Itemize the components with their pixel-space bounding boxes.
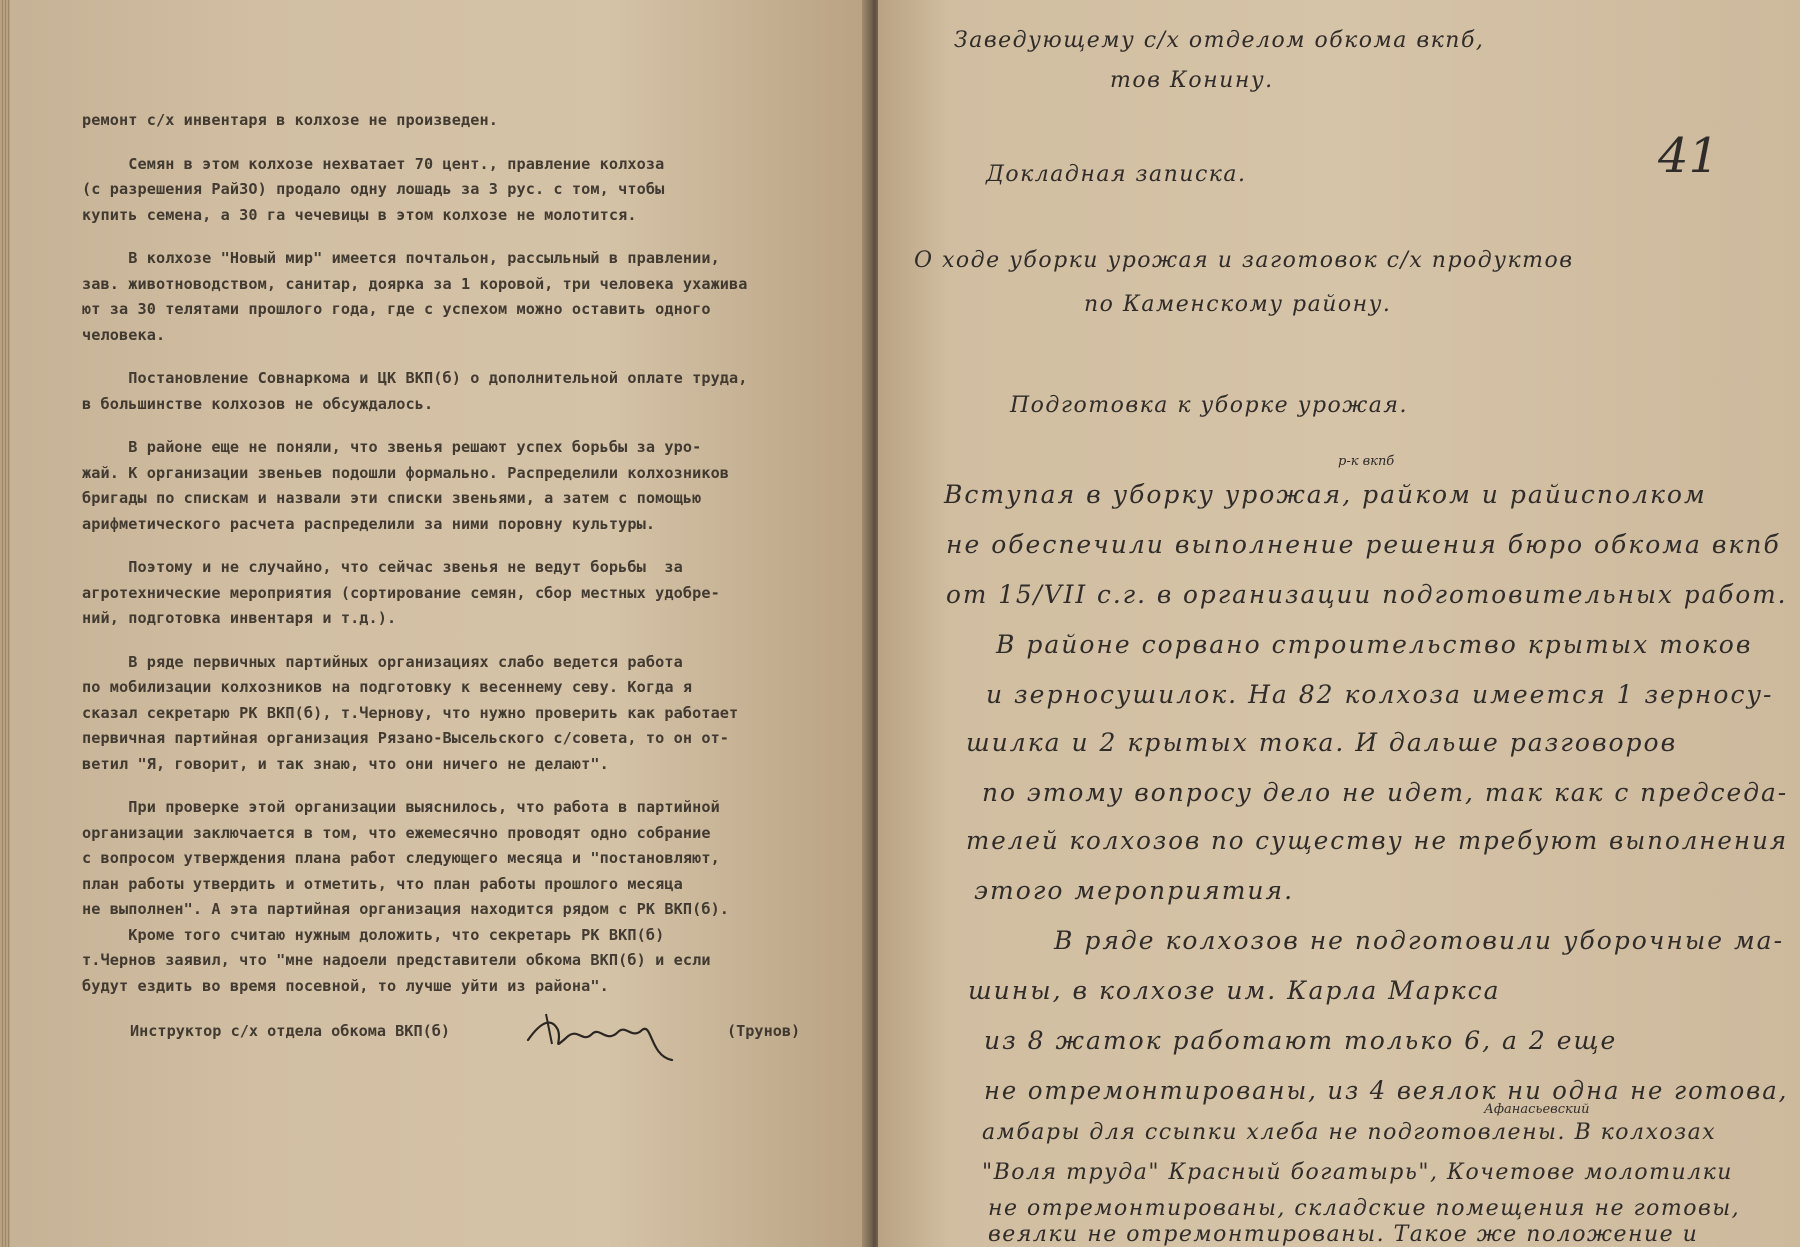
- body-line: по этому вопросу дело не идет, так как с председа-: [982, 778, 1789, 807]
- body-line: не отремонтированы, из 4 веялок ни одна не готова,: [984, 1076, 1789, 1105]
- body-line: из 8 жаток работают только 6, а 2 еще: [984, 1026, 1618, 1055]
- document-title: Докладная записка.: [986, 162, 1247, 187]
- typed-paragraph: При проверке этой организации выяснилось, что работа в партийной организации заключается в том, что ежемесячно проводят одно собрание с вопросом утверждения плана работ следующего месяца и "постановляют, план работы утвердить и отметить, что план работы прошлого месяца не выполнен". А эта партийная организация находится рядом с РК ВКП(б). Кроме того считаю нужным доложить, что секретарь РК ВКП(б) т.Чернов заявил, что "мне надоели представители обкома ВКП(б) и если будут ездить во время посевной, то лучше уйти из района".: [82, 798, 730, 995]
- signature-name: (Трунов): [727, 1022, 801, 1040]
- left-page: [0, 0, 868, 1247]
- page-number: 41: [1658, 128, 1720, 184]
- typed-paragraph: В районе еще не поняли, что звенья решают успех борьбы за уро- жай. К организации звеньев подошли формально. Распределили колхозников бригады по спискам и назвали эти списки звеньями, а затем с помощью арифметического расчета распределили за ними поровну культуры.: [82, 438, 730, 533]
- addressee-line: Заведующему с/х отделом обкома вкпб,: [954, 28, 1485, 53]
- typed-paragraph: В колхозе "Новый мир" имеется почтальон, рассыльный в правлении, зав. животноводством, санитар, доярка за 1 коровой, три человека ухажива ют за 30 телятами прошлого года, где с успехом можно оставить одного человека.: [82, 249, 748, 344]
- section-heading: Подготовка к уборке урожая.: [1010, 393, 1408, 418]
- body-line: не отремонтированы, складские помещения не готовы,: [988, 1196, 1741, 1221]
- body-line: В районе сорвано строительство крытых токов: [996, 630, 1753, 659]
- addressee-name: тов Конину.: [1110, 68, 1274, 93]
- body-line: веялки не отремонтированы. Такое же положение и: [988, 1222, 1699, 1247]
- handwritten-signature: [522, 1000, 692, 1070]
- body-line: этого мероприятия.: [974, 876, 1295, 905]
- body-line: и зерносушилок. На 82 колхоза имеется 1 зерносу-: [986, 680, 1774, 709]
- subject-line: по Каменскому району.: [1084, 292, 1392, 317]
- body-line: Вступая в уборку урожая, райком и райисполком: [944, 480, 1707, 509]
- body-line: В ряде колхозов не подготовили уборочные ма-: [1054, 926, 1785, 955]
- signature-title: Инструктор с/х отдела обкома ВКП(б): [130, 1022, 451, 1040]
- typed-paragraph: Постановление Совнаркома и ЦК ВКП(б) о дополнительной оплате труда, в большинстве колхозов не обсуждалось.: [82, 369, 748, 413]
- body-line: шилка и 2 крытых тока. И дальше разговоров: [966, 728, 1678, 757]
- typed-paragraph: В ряде первичных партийных организациях слабо ведется работа по мобилизации колхозников на подготовку к весеннему севу. Когда я сказал секретарю РК ВКП(б), т.Чернову, что нужно проверить как работает первичная партийная организация Рязано-Высельского с/совета, то он от- ветил "Я, говорит, и так знаю, что они ничего не делают".: [82, 652, 739, 773]
- inline-insert: р-к вкпб: [1338, 454, 1395, 469]
- body-line: амбары для ссыпки хлеба не подготовлены. В колхозах: [982, 1120, 1717, 1145]
- body-line: от 15/VII с.г. в организации подготовительных работ.: [946, 580, 1788, 609]
- typed-text-block: [82, 108, 842, 1017]
- typed-paragraph: Поэтому и не случайно, что сейчас звенья не ведут борьбы за агротехнические мероприятия (сортирование семян, сбор местных удобре- ний, подготовка инвентаря и т.д.).: [82, 558, 720, 627]
- signature-row: [130, 1018, 830, 1078]
- inline-insert: Афанасьевский: [1484, 1102, 1590, 1117]
- body-line: шины, в колхозе им. Карла Маркса: [968, 976, 1501, 1005]
- typed-paragraph: Семян в этом колхозе нехватает 70 цент., правление колхоза (с разрешения РайЗО) продало одну лошадь за 3 рус. с том, чтобы купить семена, а 30 га чечевицы в этом колхозе не молотится.: [82, 154, 665, 224]
- page-stack-edge: [0, 0, 10, 1247]
- body-line: не обеспечили выполнение решения бюро обкома вкпб: [946, 530, 1781, 559]
- body-line: телей колхозов по существу не требуют выполнения: [966, 826, 1789, 855]
- typed-paragraph: ремонт с/х инвентаря в колхозе не произведен.: [82, 111, 498, 129]
- right-page: [878, 0, 1800, 1247]
- subject-line: О ходе уборки урожая и заготовок с/х продуктов: [914, 248, 1574, 273]
- body-line: "Воля труда" Красный богатырь", Кочетове молотилки: [982, 1160, 1733, 1185]
